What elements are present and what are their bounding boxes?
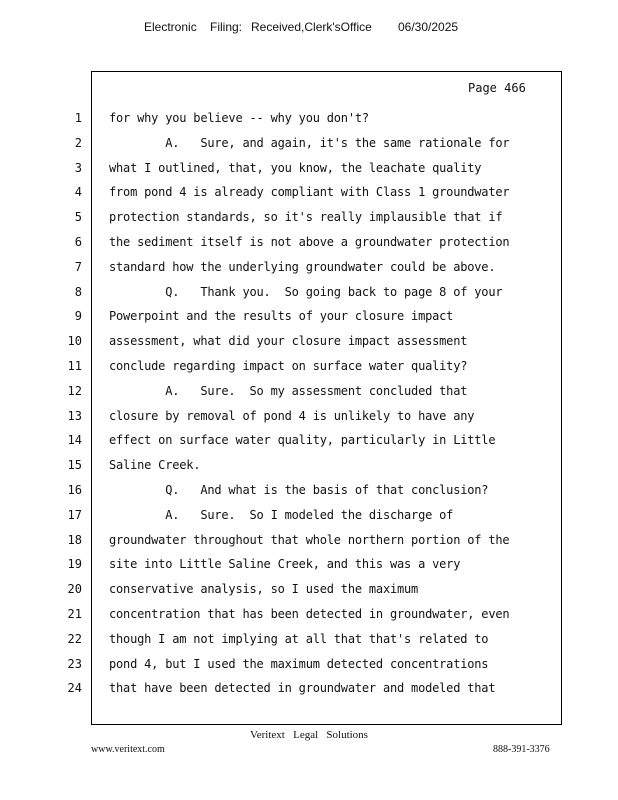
transcript-line: from pond 4 is already compliant with Class 1 groundwater <box>109 185 510 199</box>
line-number: 14 <box>67 433 82 447</box>
header-received: Received,Clerk'sOffice <box>251 20 372 34</box>
line-number: 4 <box>74 185 82 199</box>
line-number: 16 <box>67 483 82 497</box>
line-number: 5 <box>74 210 82 224</box>
header-date: 06/30/2025 <box>398 20 459 34</box>
transcript-line: for why you believe -- why you don't? <box>109 111 369 125</box>
line-number: 15 <box>67 458 82 472</box>
transcript-line: A. Sure, and again, it's the same rationale for <box>109 136 510 150</box>
transcript-line: concentration that has been detected in groundwater, even <box>109 607 510 621</box>
transcript-line: Saline Creek. <box>109 458 201 472</box>
transcript-line: what I outlined, that, you know, the leachate quality <box>109 161 482 175</box>
line-number: 11 <box>67 359 82 373</box>
transcript-line: standard how the underlying groundwater could be above. <box>109 260 496 274</box>
line-number: 20 <box>67 582 82 596</box>
line-number: 21 <box>67 607 82 621</box>
transcript-line: though I am not implying at all that that's related to <box>109 632 489 646</box>
transcript-line: closure by removal of pond 4 is unlikely to have any <box>109 409 475 423</box>
line-number: 1 <box>74 111 82 125</box>
transcript-line: site into Little Saline Creek, and this was a very <box>109 557 461 571</box>
transcript-line: A. Sure. So my assessment concluded that <box>109 384 468 398</box>
transcript-line: pond 4, but I used the maximum detected concentrations <box>109 657 489 671</box>
line-number: 13 <box>67 409 82 423</box>
transcript-line: A. Sure. So I modeled the discharge of <box>109 508 454 522</box>
filing-stamp-header <box>0 20 618 38</box>
line-number: 12 <box>67 384 82 398</box>
line-number: 2 <box>74 136 82 150</box>
line-number: 6 <box>74 235 82 249</box>
line-number: 8 <box>74 285 82 299</box>
line-number: 22 <box>67 632 82 646</box>
line-number: 3 <box>74 161 82 175</box>
transcript-line: Powerpoint and the results of your closure impact <box>109 309 454 323</box>
transcript-line: groundwater throughout that whole northern portion of the <box>109 533 510 547</box>
transcript-line: conclude regarding impact on surface water quality? <box>109 359 468 373</box>
line-number: 18 <box>67 533 82 547</box>
transcript-line: conservative analysis, so I used the maximum <box>109 582 419 596</box>
header-filing: Filing: <box>210 20 243 34</box>
line-number: 19 <box>67 557 82 571</box>
transcript-line: Q. And what is the basis of that conclusion? <box>109 483 489 497</box>
transcript-line: effect on surface water quality, particularly in Little <box>109 433 496 447</box>
line-number: 10 <box>67 334 82 348</box>
transcript-line: Q. Thank you. So going back to page 8 of your <box>109 285 503 299</box>
line-number: 24 <box>67 681 82 695</box>
line-number: 7 <box>74 260 82 274</box>
header-electronic: Electronic <box>144 20 197 34</box>
footer-website: www.veritext.com <box>91 744 165 755</box>
line-number: 17 <box>67 508 82 522</box>
footer-company: Veritext Legal Solutions <box>250 729 368 741</box>
line-number: 23 <box>67 657 82 671</box>
transcript-line: the sediment itself is not above a groundwater protection <box>109 235 510 249</box>
page-number: Page 466 <box>468 81 526 95</box>
line-number: 9 <box>74 309 82 323</box>
transcript-line: protection standards, so it's really implausible that if <box>109 210 503 224</box>
transcript-line: assessment, what did your closure impact assessment <box>109 334 468 348</box>
transcript-line: that have been detected in groundwater and modeled that <box>109 681 496 695</box>
footer-phone: 888-391-3376 <box>493 744 550 755</box>
